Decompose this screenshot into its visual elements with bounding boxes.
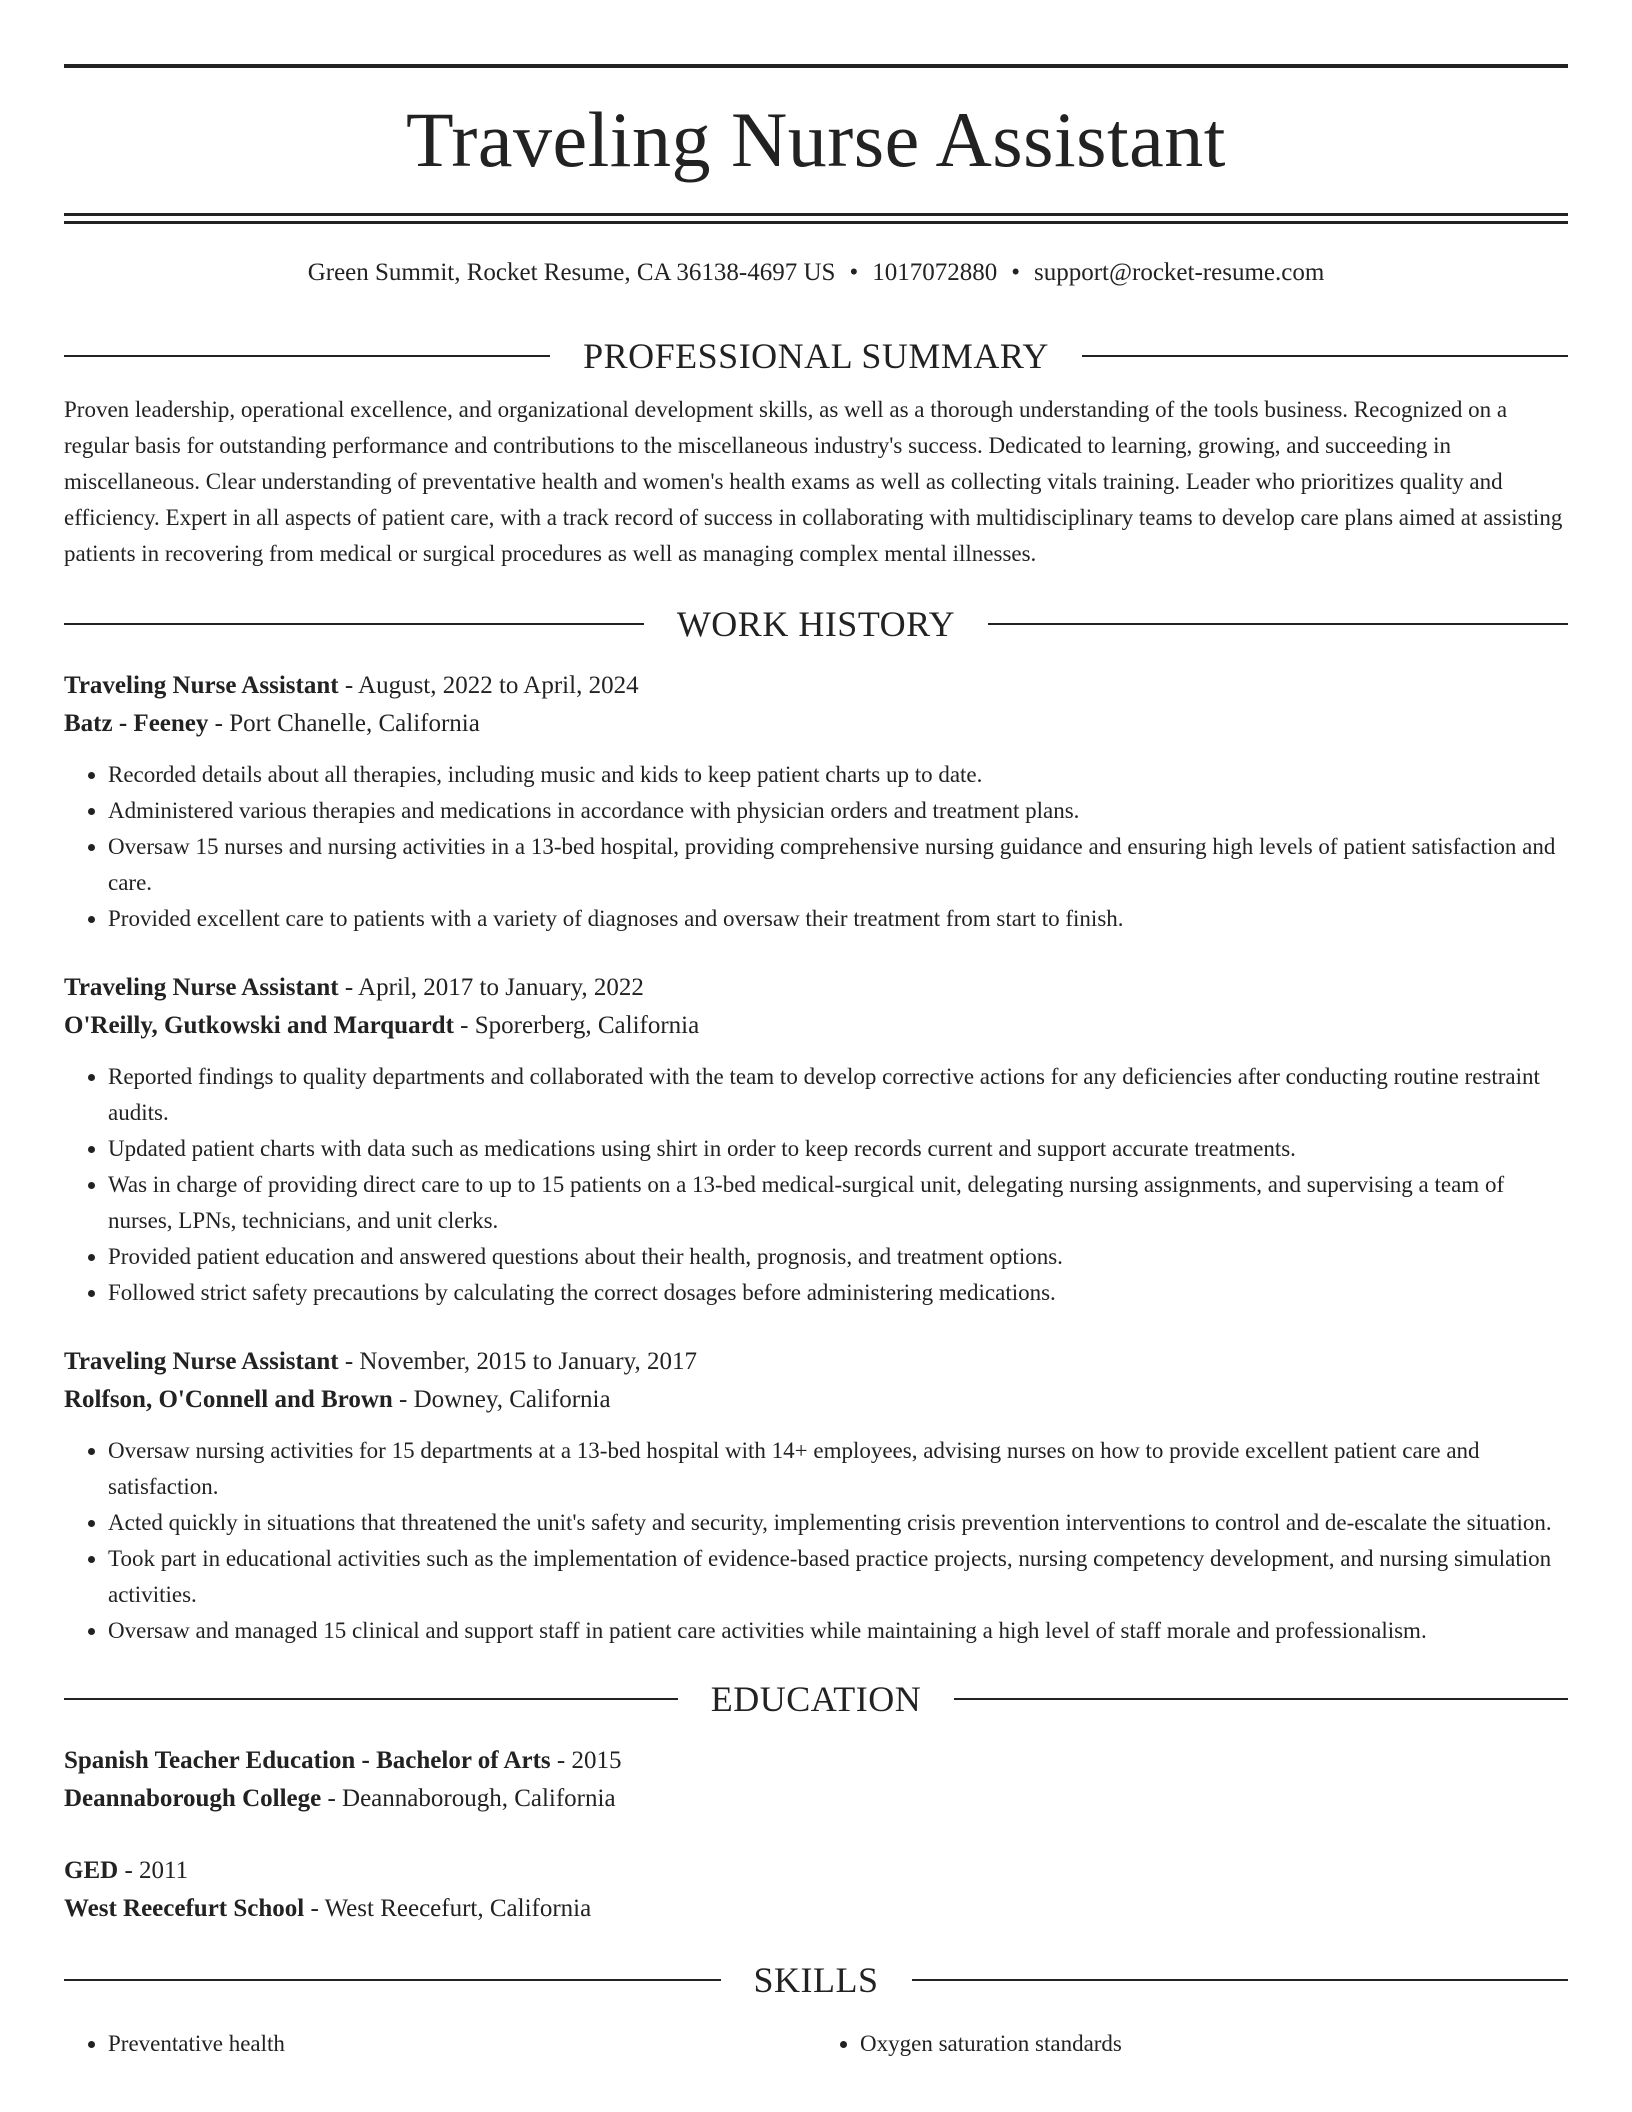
job-company-line xyxy=(64,705,1568,743)
job-title: Traveling Nurse Assistant xyxy=(64,672,339,699)
name-double-rule xyxy=(64,213,1568,224)
job-bullet: • Reported findings to quality departments and collaborated with the team to develop corrective actions for any deficiencies after conducting routine restraint audits. xyxy=(108,1059,1568,1131)
heading-rule-right xyxy=(912,1979,1569,1981)
job-title-line xyxy=(64,969,1568,1007)
education-school: Deannaborough College xyxy=(64,1785,322,1812)
job-entry xyxy=(64,667,1568,937)
heading-rule-left xyxy=(64,355,550,357)
heading-rule-left xyxy=(64,623,644,625)
job-title-line xyxy=(64,667,1568,705)
work-section-heading xyxy=(64,606,1568,642)
resume-name: Traveling Nurse Assistant xyxy=(406,96,1226,183)
job-bullet: • Followed strict safety precautions by calculating the correct dosages before administering medications. xyxy=(108,1275,1568,1311)
skills-list xyxy=(64,2026,816,2062)
job-bullets xyxy=(64,757,1568,937)
job-bullet: • Updated patient charts with data such as medications using shirt in order to keep records current and support accurate treatments. xyxy=(108,1131,1568,1167)
education-school-line xyxy=(64,1780,1568,1818)
summary-section-heading xyxy=(64,338,1568,374)
education-school: West Reecefurt School xyxy=(64,1895,305,1922)
education-degree-line xyxy=(64,1742,1568,1780)
contact-address: Green Summit, Rocket Resume, CA 36138-4697 US xyxy=(307,259,836,286)
job-bullet: • Recorded details about all therapies, including music and kids to keep patient charts up to date. xyxy=(108,757,1568,793)
work-heading: WORK HISTORY xyxy=(676,604,956,644)
education-entry xyxy=(64,1852,1568,1928)
job-company: Batz - Feeney xyxy=(64,710,209,737)
job-bullets xyxy=(64,1433,1568,1649)
skills-column-right xyxy=(816,2026,1568,2062)
heading-rule-right xyxy=(954,1698,1568,1700)
heading-rule-left xyxy=(64,1698,678,1700)
job-bullet: • Administered various therapies and medications in accordance with physician orders and treatment plans. xyxy=(108,793,1568,829)
skills-list xyxy=(816,2026,1568,2062)
education-location: - West Reecefurt, California xyxy=(304,1895,592,1922)
job-title: Traveling Nurse Assistant xyxy=(64,974,339,1001)
job-bullet: • Provided excellent care to patients with a variety of diagnoses and oversaw their treatment from start to finish. xyxy=(108,901,1568,937)
job-location: - Downey, California xyxy=(392,1386,611,1413)
job-bullet: • Provided patient education and answered questions about their health, prognosis, and treatment options. xyxy=(108,1239,1568,1275)
contact-phone: 1017072880 xyxy=(872,259,998,286)
job-bullet: • Was in charge of providing direct care to up to 15 patients on a 13-bed medical-surgical unit, delegating nursing assignments, and supervising a team of nurses, LPNs, technicians, and unit clerks. xyxy=(108,1167,1568,1239)
summary-text: Proven leadership, operational excellence, and organizational development skills, as well as a thorough understanding of the tools business. Recognized on a regular basis for outstanding performance and contributions to the miscellaneous industry's success. Dedicated to learning, growing, and succeeding in miscellaneous. Clear understanding of preventative health and women's health exams as well as collecting vitals training. Leader who prioritizes quality and efficiency. Expert in all aspects of patient care, with a track record of success in collaborating with multidisciplinary teams to develop care plans aimed at assisting patients in recovering from medical or surgical procedures as well as managing complex mental illnesses. xyxy=(64,397,1563,566)
job-location: - Port Chanelle, California xyxy=(208,710,480,737)
job-title: Traveling Nurse Assistant xyxy=(64,1348,339,1375)
job-company-line xyxy=(64,1381,1568,1419)
skills-grid xyxy=(64,2026,1568,2062)
summary-heading: PROFESSIONAL SUMMARY xyxy=(583,336,1049,376)
heading-rule-right xyxy=(1082,355,1568,357)
resume-page xyxy=(64,64,1568,2062)
heading-rule-left xyxy=(64,1979,721,1981)
education-degree: Spanish Teacher Education - Bachelor of Arts xyxy=(64,1747,551,1774)
contact-email[interactable]: support@rocket-resume.com xyxy=(1033,259,1325,286)
job-bullet: • Oversaw 15 nurses and nursing activities in a 13-bed hospital, providing comprehensive nursing guidance and ensuring high levels of patient satisfaction and care. xyxy=(108,829,1568,901)
job-bullets xyxy=(64,1059,1568,1311)
job-entry xyxy=(64,969,1568,1311)
job-bullet: • Took part in educational activities such as the implementation of evidence-based practice projects, nursing competency development, and nursing simulation activities. xyxy=(108,1541,1568,1613)
skill-item: • Preventative health xyxy=(108,2026,816,2062)
skill-item: • Oxygen saturation standards xyxy=(860,2026,1568,2062)
skills-section-heading xyxy=(64,1962,1568,1998)
job-bullet: • Oversaw and managed 15 clinical and support staff in patient care activities while maintaining a high level of staff morale and professionalism. xyxy=(108,1613,1568,1649)
education-section-heading xyxy=(64,1681,1568,1717)
education-location: - Deannaborough, California xyxy=(321,1785,616,1812)
job-dates: - November, 2015 to January, 2017 xyxy=(338,1348,697,1375)
skills-column-left xyxy=(64,2026,816,2062)
education-heading: EDUCATION xyxy=(710,1679,922,1719)
skills-heading: SKILLS xyxy=(753,1960,879,2000)
job-dates: - April, 2017 to January, 2022 xyxy=(338,974,644,1001)
job-company: Rolfson, O'Connell and Brown xyxy=(64,1386,393,1413)
job-bullet: • Oversaw nursing activities for 15 departments at a 13-bed hospital with 14+ employees, advising nurses on how to provide excellent patient care and satisfaction. xyxy=(108,1433,1568,1505)
contact-separator: • xyxy=(1011,259,1020,286)
job-company: O'Reilly, Gutkowski and Marquardt xyxy=(64,1012,454,1039)
job-dates: - August, 2022 to April, 2024 xyxy=(338,672,639,699)
job-title-line xyxy=(64,1343,1568,1381)
education-year: - 2015 xyxy=(550,1747,622,1774)
contact-separator: • xyxy=(849,259,859,286)
job-location: - Sporerberg, California xyxy=(453,1012,700,1039)
job-entry xyxy=(64,1343,1568,1649)
education-degree: GED xyxy=(64,1857,119,1884)
job-company-line xyxy=(64,1007,1568,1045)
heading-rule-right xyxy=(988,623,1568,625)
education-school-line xyxy=(64,1890,1568,1928)
contact-line xyxy=(64,258,1568,288)
education-degree-line xyxy=(64,1852,1568,1890)
education-entry xyxy=(64,1742,1568,1818)
job-bullet: • Acted quickly in situations that threatened the unit's safety and security, implementing crisis prevention interventions to control and de-escalate the situation. xyxy=(108,1505,1568,1541)
education-year: - 2011 xyxy=(118,1857,189,1884)
